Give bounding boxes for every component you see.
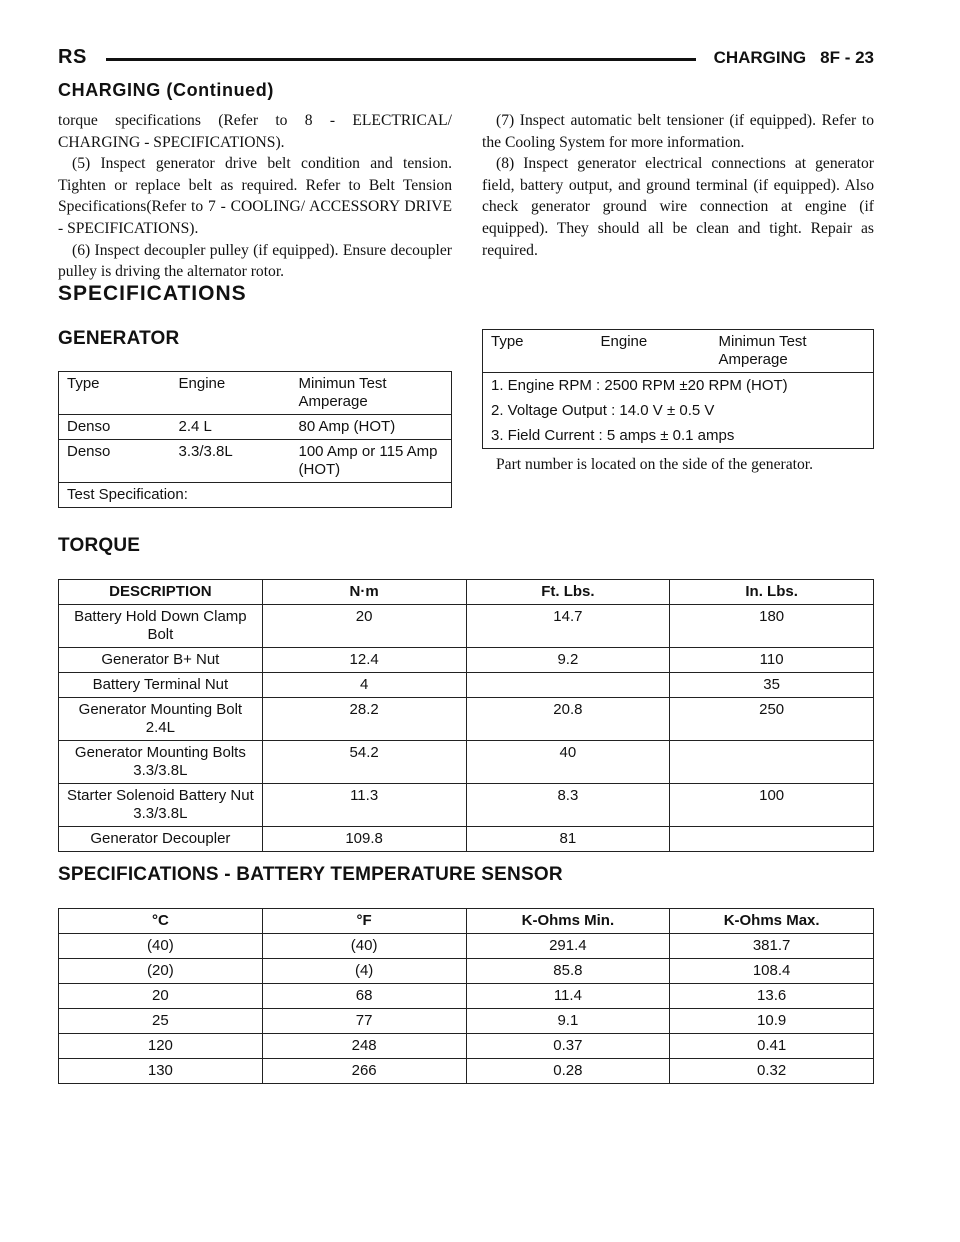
table-header-row xyxy=(483,330,874,373)
manual-code: RS xyxy=(58,46,87,68)
table-cell: 13.6 xyxy=(670,984,874,1009)
table-cell: 20 xyxy=(59,984,263,1009)
header-cell: °C xyxy=(59,909,263,934)
table-row xyxy=(59,984,874,1009)
table-row xyxy=(59,1009,874,1034)
table-cell: Generator Mounting Bolts 3.3/3.8L xyxy=(59,741,263,784)
table-cell: 3. Field Current : 5 amps ± 0.1 amps xyxy=(483,423,874,449)
paragraph: (7) Inspect automatic belt tensioner (if equipped). Refer to the Cooling System for more information. xyxy=(482,112,874,151)
table-cell: (40) xyxy=(59,934,263,959)
table-footer-row xyxy=(59,483,452,508)
table-cell: Battery Hold Down Clamp Bolt xyxy=(59,605,263,648)
table-cell: 25 xyxy=(59,1009,263,1034)
table-row xyxy=(59,784,874,827)
table-cell: 11.4 xyxy=(466,984,670,1009)
table-cell: 0.37 xyxy=(466,1034,670,1059)
table-cell: 110 xyxy=(670,648,874,673)
continued-title: CHARGING (Continued) xyxy=(58,80,274,100)
table-row xyxy=(59,1059,874,1084)
table-cell: 11.3 xyxy=(262,784,466,827)
battery-temp-sensor-table xyxy=(58,908,874,1084)
table-cell: Generator Mounting Bolt 2.4L xyxy=(59,698,263,741)
header-cell: Ft. Lbs. xyxy=(466,580,670,605)
left-column xyxy=(58,110,452,283)
header-cell: °F xyxy=(262,909,466,934)
table-cell: 100 xyxy=(670,784,874,827)
header-cell: Minimun Test Amperage xyxy=(711,330,874,373)
header-cell: Type xyxy=(483,330,593,373)
paragraph: (8) Inspect generator electrical connections at generator field, battery output, and ground terminal (if equipped). Also check generator ground wire connection at engine (if equipped). They should all be clean and tight. Repair as required. xyxy=(482,155,874,259)
table-row xyxy=(59,673,874,698)
table-cell: 12.4 xyxy=(262,648,466,673)
table-cell: 0.41 xyxy=(670,1034,874,1059)
header-cell: Engine xyxy=(171,372,291,415)
header-cell: Type xyxy=(59,372,171,415)
table-cell: 8.3 xyxy=(466,784,670,827)
table-cell: 109.8 xyxy=(262,827,466,852)
table-cell: Denso xyxy=(59,440,171,483)
table-cell: 120 xyxy=(59,1034,263,1059)
table-row xyxy=(483,398,874,423)
table-cell: 2. Voltage Output : 14.0 V ± 0.5 V xyxy=(483,398,874,423)
table-cell: 81 xyxy=(466,827,670,852)
table-cell: 20 xyxy=(262,605,466,648)
table-cell: 291.4 xyxy=(466,934,670,959)
table-cell: 10.9 xyxy=(670,1009,874,1034)
table-cell: 9.2 xyxy=(466,648,670,673)
table-header-row xyxy=(59,372,452,415)
table-cell: 80 Amp (HOT) xyxy=(291,415,452,440)
battery-temp-sensor-heading: SPECIFICATIONS - BATTERY TEMPERATURE SENSOR xyxy=(58,864,563,885)
torque-heading: TORQUE xyxy=(58,535,141,556)
table-cell: 54.2 xyxy=(262,741,466,784)
header-cell: N·m xyxy=(262,580,466,605)
table-cell: 20.8 xyxy=(466,698,670,741)
paragraph: (6) Inspect decoupler pulley (if equipped). Ensure decoupler pulley is driving the alternator rotor. xyxy=(58,241,452,281)
table-cell: 35 xyxy=(670,673,874,698)
table-cell: Test Specification: xyxy=(59,483,452,508)
table-cell: 28.2 xyxy=(262,698,466,741)
table-row xyxy=(483,373,874,399)
table-cell: 77 xyxy=(262,1009,466,1034)
table-cell: 4 xyxy=(262,673,466,698)
generator-table xyxy=(58,371,452,508)
header-cell: DESCRIPTION xyxy=(59,580,263,605)
table-cell: 180 xyxy=(670,605,874,648)
table-cell: 266 xyxy=(262,1059,466,1084)
table-row xyxy=(59,934,874,959)
table-row xyxy=(59,741,874,784)
table-cell: 85.8 xyxy=(466,959,670,984)
table-cell: 3.3/3.8L xyxy=(171,440,291,483)
table-cell: 0.28 xyxy=(466,1059,670,1084)
page-header xyxy=(58,46,874,74)
table-row xyxy=(59,959,874,984)
table-row xyxy=(59,415,452,440)
table-cell: 250 xyxy=(670,698,874,741)
header-section-page xyxy=(714,48,874,68)
header-cell: In. Lbs. xyxy=(670,580,874,605)
table-cell: 2.4 L xyxy=(171,415,291,440)
table-cell: 381.7 xyxy=(670,934,874,959)
header-cell: K-Ohms Min. xyxy=(466,909,670,934)
table-cell: 40 xyxy=(466,741,670,784)
table-cell: 14.7 xyxy=(466,605,670,648)
table-row xyxy=(59,698,874,741)
header-cell: Engine xyxy=(593,330,711,373)
right-column xyxy=(482,110,874,261)
paragraph: torque specifications (Refer to 8 - ELECTRICAL/ CHARGING - SPECIFICATIONS). xyxy=(58,112,452,151)
table-cell xyxy=(466,673,670,698)
table-cell: 0.32 xyxy=(670,1059,874,1084)
table-cell: (40) xyxy=(262,934,466,959)
table-cell: 130 xyxy=(59,1059,263,1084)
generator-note: Part number is located on the side of the generator. xyxy=(496,456,813,473)
table-cell: (4) xyxy=(262,959,466,984)
table-cell xyxy=(670,741,874,784)
table-cell xyxy=(670,827,874,852)
table-cell: 9.1 xyxy=(466,1009,670,1034)
generator-test-spec-table xyxy=(482,329,874,449)
table-cell: 108.4 xyxy=(670,959,874,984)
table-header-row xyxy=(59,909,874,934)
table-cell: Denso xyxy=(59,415,171,440)
paragraph: (5) Inspect generator drive belt condition and tension. Tighten or replace belt as required. Refer to Belt Tension Specifications(Refer to 7 - COOLING/ ACCESSORY DRIVE - SPECIFICATIONS). xyxy=(58,155,452,237)
header-section: CHARGING xyxy=(713,48,807,67)
table-cell: Battery Terminal Nut xyxy=(59,673,263,698)
table-cell: (20) xyxy=(59,959,263,984)
table-row xyxy=(59,1034,874,1059)
table-cell: Generator Decoupler xyxy=(59,827,263,852)
header-cell: Minimun Test Amperage xyxy=(291,372,452,415)
torque-table xyxy=(58,579,874,852)
header-rule xyxy=(106,58,696,61)
table-cell: Generator B+ Nut xyxy=(59,648,263,673)
table-row xyxy=(59,827,874,852)
generator-heading: GENERATOR xyxy=(58,328,180,349)
table-row xyxy=(483,423,874,449)
page-number: 8F - 23 xyxy=(820,48,874,67)
table-row xyxy=(59,440,452,483)
table-row xyxy=(59,648,874,673)
table-cell: 68 xyxy=(262,984,466,1009)
header-cell: K-Ohms Max. xyxy=(670,909,874,934)
table-cell: 100 Amp or 115 Amp (HOT) xyxy=(291,440,452,483)
table-cell: 1. Engine RPM : 2500 RPM ±20 RPM (HOT) xyxy=(483,373,874,399)
table-cell: 248 xyxy=(262,1034,466,1059)
table-row xyxy=(59,605,874,648)
specifications-heading: SPECIFICATIONS xyxy=(58,282,247,305)
table-header-row xyxy=(59,580,874,605)
table-cell: Starter Solenoid Battery Nut 3.3/3.8L xyxy=(59,784,263,827)
